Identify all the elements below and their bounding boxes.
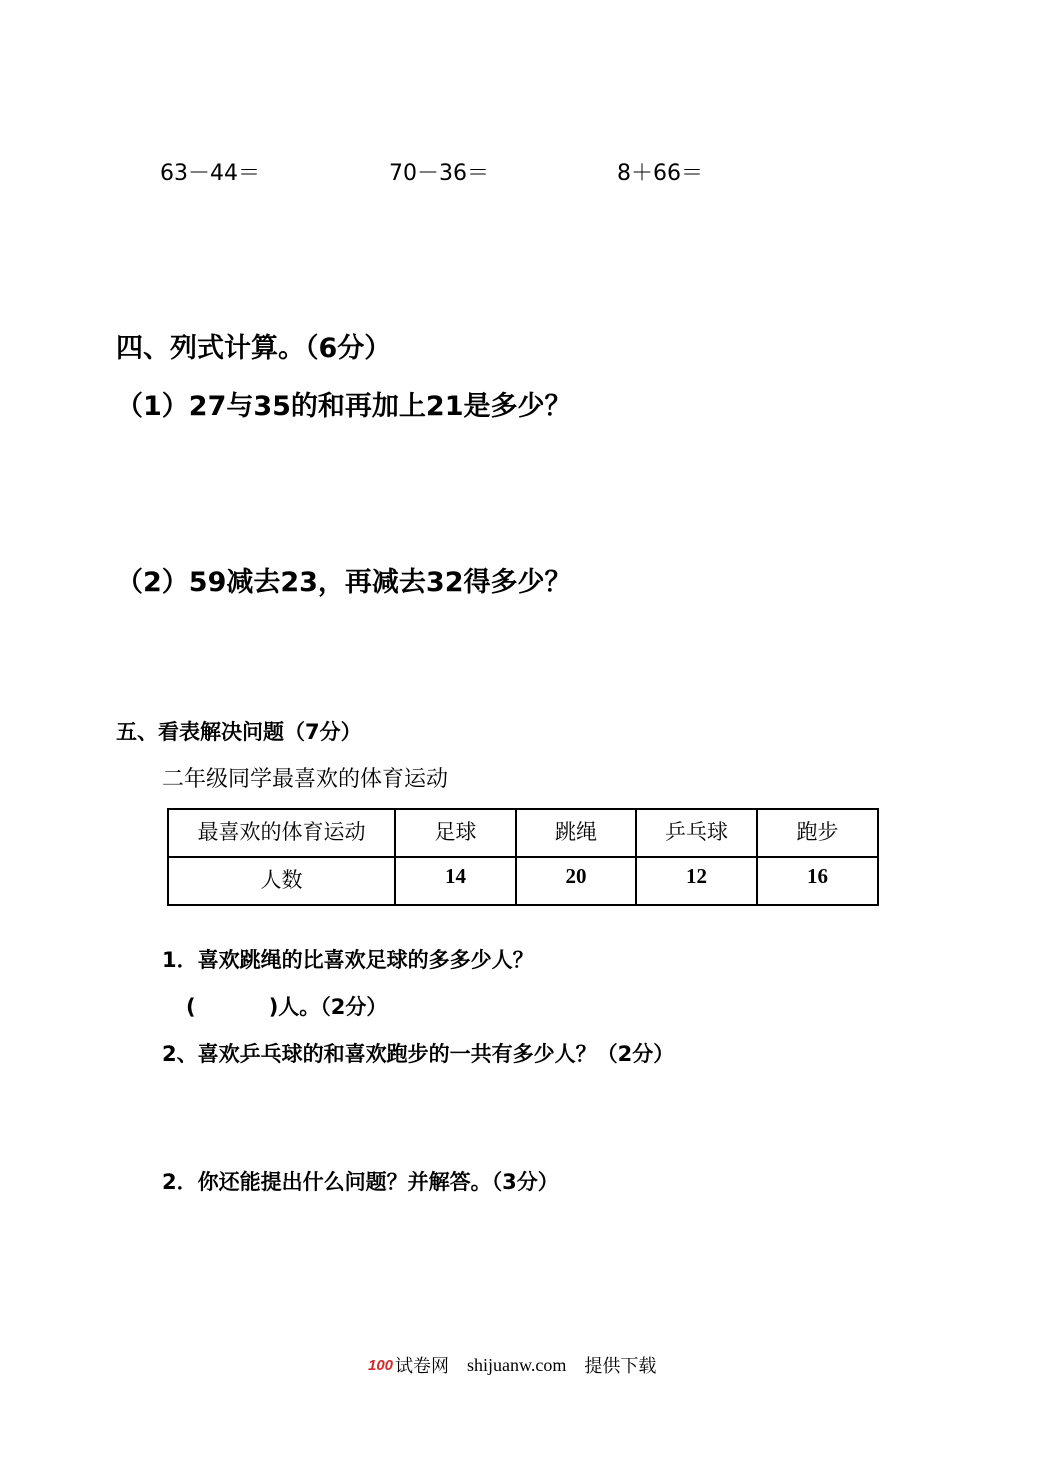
section4-question-1: （1）27与35的和再加上21是多少？ <box>116 391 572 422</box>
section4-title: 四、列式计算。（6分） <box>116 333 392 364</box>
section5-question-3: 2．你还能提出什么问题？并解答。（3分） <box>162 1170 559 1194</box>
section5-question-2: 2、喜欢乒乓球的和喜欢跑步的一共有多少人？（2分） <box>162 1042 675 1066</box>
table-header-row <box>168 809 878 857</box>
section5-title: 五、看表解决问题（7分） <box>116 720 362 744</box>
table-header-cell: 足球 <box>395 809 516 857</box>
table-header-cell: 最喜欢的体育运动 <box>168 809 395 857</box>
table-cell: 14 <box>395 857 516 905</box>
table-data-row <box>168 857 878 905</box>
table-header-cell: 跑步 <box>757 809 878 857</box>
calc-2: 70－36＝ <box>389 161 489 186</box>
footer-site-name: 试卷网 <box>395 1356 450 1377</box>
table-cell: 20 <box>516 857 636 905</box>
table-caption: 二年级同学最喜欢的体育运动 <box>162 767 449 792</box>
table-header-cell: 乒乓球 <box>636 809 757 857</box>
table-row-label: 人数 <box>168 857 395 905</box>
table-cell: 16 <box>757 857 878 905</box>
calc-1: 63－44＝ <box>160 161 260 186</box>
footer-domain: shijuanw.com <box>467 1354 567 1375</box>
table-header-cell: 跳绳 <box>516 809 636 857</box>
section5-answer-blank: ( )人。（2分） <box>186 995 388 1019</box>
section5-question-1: 1．喜欢跳绳的比喜欢足球的多多少人？ <box>162 948 534 972</box>
logo-100-icon: 100 <box>368 1356 394 1374</box>
footer <box>368 1352 656 1378</box>
section4-question-2: （2）59减去23，再减去32得多少？ <box>116 567 572 598</box>
calc-3: 8＋66＝ <box>617 161 703 186</box>
table-cell: 12 <box>636 857 757 905</box>
sports-table <box>167 808 879 906</box>
footer-note: 提供下载 <box>584 1356 657 1377</box>
